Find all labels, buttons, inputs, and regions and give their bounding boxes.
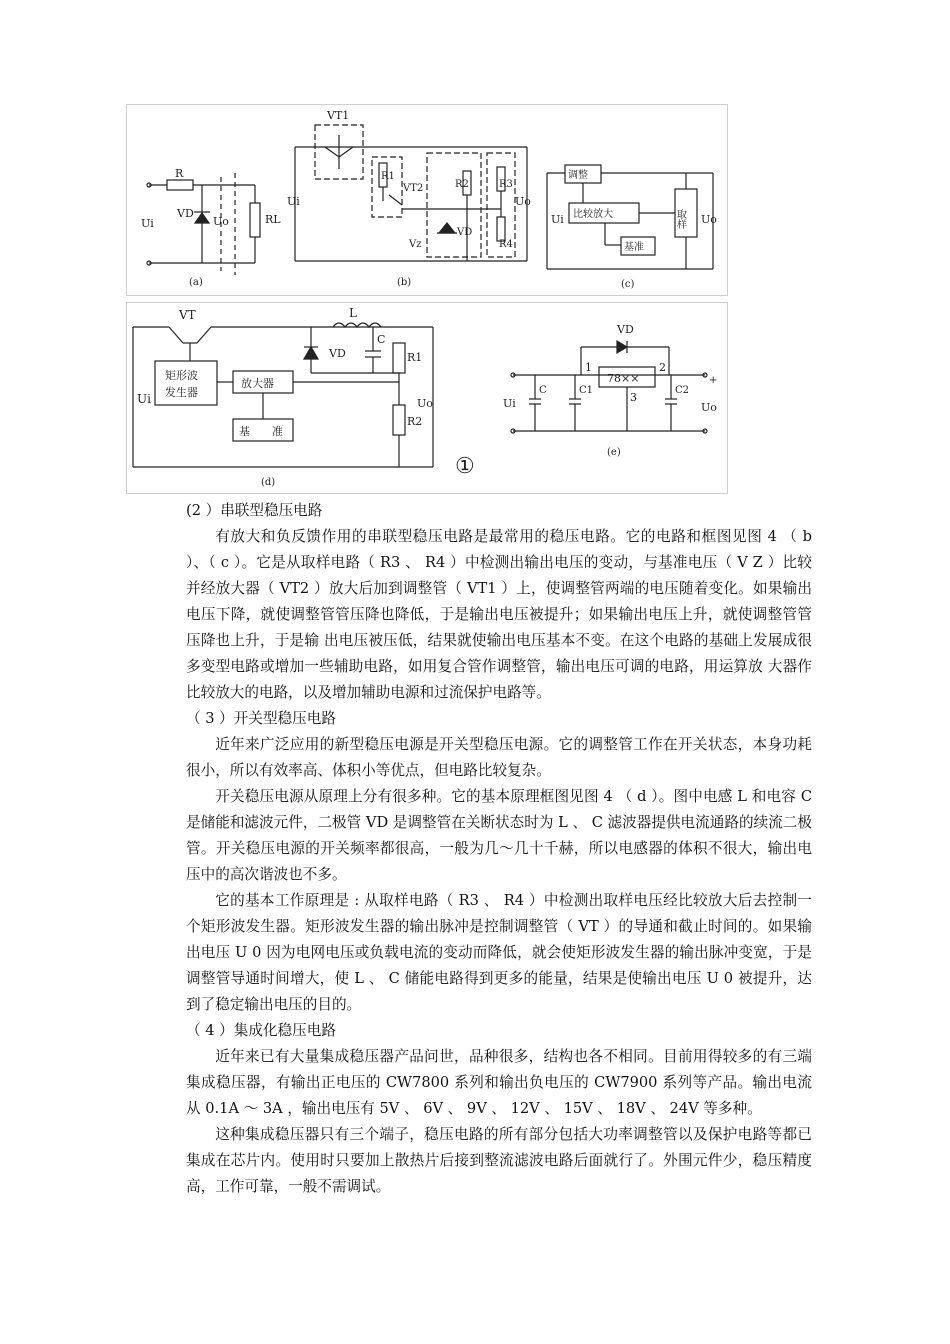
- label-d-C: C: [377, 333, 386, 346]
- paragraph-switching-2: 开关稳压电源从原理上分有很多种。它的基本原理框图见图 4 （ d ）。图中电感 L 和电容 C 是储能和滤波元件，二极管 VD 是调整管在关断状态时为 L 、 C 滤波器提供电流通路的续流二极管。开关稳压电源的开关频率都很高，一般为几～几十千赫，所以电感器的体积不很大，输出电压中的高次谐波也不多。: [186, 788, 812, 883]
- label-d-Ui: Ui: [137, 392, 151, 406]
- figure-number-mark: ①: [455, 454, 475, 479]
- label-c-sample: 取样: [674, 209, 686, 229]
- caption-b: (b): [397, 277, 412, 288]
- label-d-rect2: 发生器: [165, 386, 198, 399]
- label-b-VD: VD: [457, 227, 473, 238]
- label-e-C2: C2: [675, 385, 690, 396]
- paragraph-switching-1: 近年来广泛应用的新型稳压电源是开关型稳压电源。它的调整管工作在开关状态，本身功耗很小，所以有效率高、体积小等优点，但电路比较复杂。: [186, 736, 812, 779]
- label-c-adjust: 调整: [568, 170, 588, 181]
- label-d-Uo: Uo: [417, 397, 433, 410]
- label-d-R1: R1: [407, 351, 423, 364]
- label-d-R2: R2: [407, 415, 423, 428]
- circuit-b: [287, 109, 531, 288]
- label-e-pin1: 1: [585, 361, 592, 374]
- label-b-R2: R2: [455, 179, 469, 190]
- caption-c: (c): [621, 279, 635, 290]
- label-e-Ui: Ui: [503, 397, 516, 410]
- paragraph-switching-3: 它的基本工作原理是 : 从取样电路（ R3 、 R4 ）中检测出取样电压经比较放大后去控制一个矩形波发生器。矩形波发生器的输出脉冲是控制调整管（ VT ）的导通和截止时间的。如果输出电压 U 0 因为电网电压或负载电流的变动而降低，就会使矩形波发生器的输出脉冲变宽，于是调整管导通时间增大，使 L 、 C 储能电路得到更多的能量，结果是使输出电压 U 0 被提升，达到了稳定输出电压的目的。: [186, 892, 812, 1013]
- label-c-Uo: Uo: [701, 213, 717, 226]
- document-body: [186, 498, 812, 1200]
- circuit-d: [133, 306, 433, 488]
- figure-bottom: [126, 302, 728, 494]
- label-b-R1: R1: [381, 171, 395, 182]
- caption-e: (e): [607, 447, 621, 458]
- circuit-e: [503, 323, 717, 458]
- label-b-R4: R4: [499, 239, 513, 250]
- caption-a: (a): [189, 277, 203, 288]
- figure-top: [126, 104, 728, 296]
- heading-switching-regulator: （ 3 ）开关型稳压电路: [186, 710, 336, 727]
- label-e-C1: C1: [579, 385, 594, 396]
- label-a-Ui: Ui: [141, 217, 154, 230]
- label-d-VD: VD: [329, 347, 346, 360]
- label-a-RL: RL: [265, 213, 281, 226]
- label-e-VD: VD: [617, 323, 634, 336]
- label-b-R3: R3: [499, 179, 513, 190]
- label-a-VD: VD: [177, 207, 194, 220]
- label-e-C: C: [539, 385, 547, 396]
- label-e-chip: 78××: [607, 372, 640, 385]
- label-e-pin2: 2: [659, 361, 666, 374]
- label-b-Vz: Vz: [409, 239, 422, 250]
- heading-integrated-regulator: （ 4 ）集成化稳压电路: [186, 1022, 336, 1039]
- label-d-amp: 放大器: [241, 377, 274, 390]
- label-b-Uo: Uo: [515, 195, 531, 208]
- paragraph-integrated-2: 这种集成稳压器只有三个端子，稳压电路的所有部分包括大功率调整管以及保护电路等都已集成在芯片内。使用时只要加上散热片后接到整流滤波电路后面就行了。外围元件少，稳压精度高，工作可靠，一般不需调试。: [186, 1126, 812, 1195]
- label-e-pin3: 3: [630, 391, 637, 404]
- label-d-rect1: 矩形波: [165, 369, 198, 382]
- label-b-VT1: VT1: [327, 109, 350, 122]
- label-c-Ui: Ui: [551, 213, 564, 226]
- label-b-Ui: Ui: [287, 195, 300, 208]
- label-d-VT: VT: [179, 308, 196, 322]
- paragraph-series-1: 有放大和负反馈作用的串联型稳压电路是最常用的稳压电路。它的电路和框图见图 4 （ b ）、（ c ）。它是从取样电路（ R3 、 R4 ）中检测出输出电压的变动，与基准电压（ V Z ）比较并经放大器（ VT2 ）放大后加到调整管（ VT1 ）上，使调整管两端的电压随着变化。如果输出电压下降，就使调整管管压降也降低，于是输出电压被提升；如果输出电压上升，就使调整管管压降也上升，于是输 出电压被压低，结果就使输出电压基本不变。在这个电路的基础上发展成很多变型电路或增加一些辅助电路，如用复合管作调整管，输出电压可调的电路，用运算放 大器作比较放大的电路，以及增加辅助电源和过流保护电路等。: [186, 528, 812, 701]
- label-a-Uo: Uo: [213, 215, 229, 228]
- paragraph-integrated-1: 近年来已有大量集成稳压器产品问世，品种很多，结构也各不相同。目前用得较多的有三端集成稳压器，有输出正电压的 CW7800 系列和输出负电压的 CW7900 系列等产品。输出电流从 0.1A ～ 3A ，输出电压有 5V 、 6V 、 9V 、 12V 、 15V 、 18V 、 24V 等多种。: [186, 1048, 812, 1117]
- label-b-VT2: VT2: [403, 183, 424, 194]
- label-a-R: R: [175, 167, 184, 180]
- label-d-L: L: [349, 306, 357, 320]
- label-e-plus: +: [709, 375, 718, 386]
- caption-d: (d): [261, 477, 276, 488]
- label-c-compare: 比较放大: [573, 209, 613, 220]
- label-c-reference: 基准: [624, 242, 644, 253]
- circuit-c: [547, 165, 717, 290]
- label-e-Uo: Uo: [701, 401, 717, 414]
- label-d-reference: 基 准: [239, 425, 283, 438]
- circuit-a: [141, 167, 281, 288]
- heading-series-regulator: (2 ）串联型稳压电路: [186, 502, 323, 519]
